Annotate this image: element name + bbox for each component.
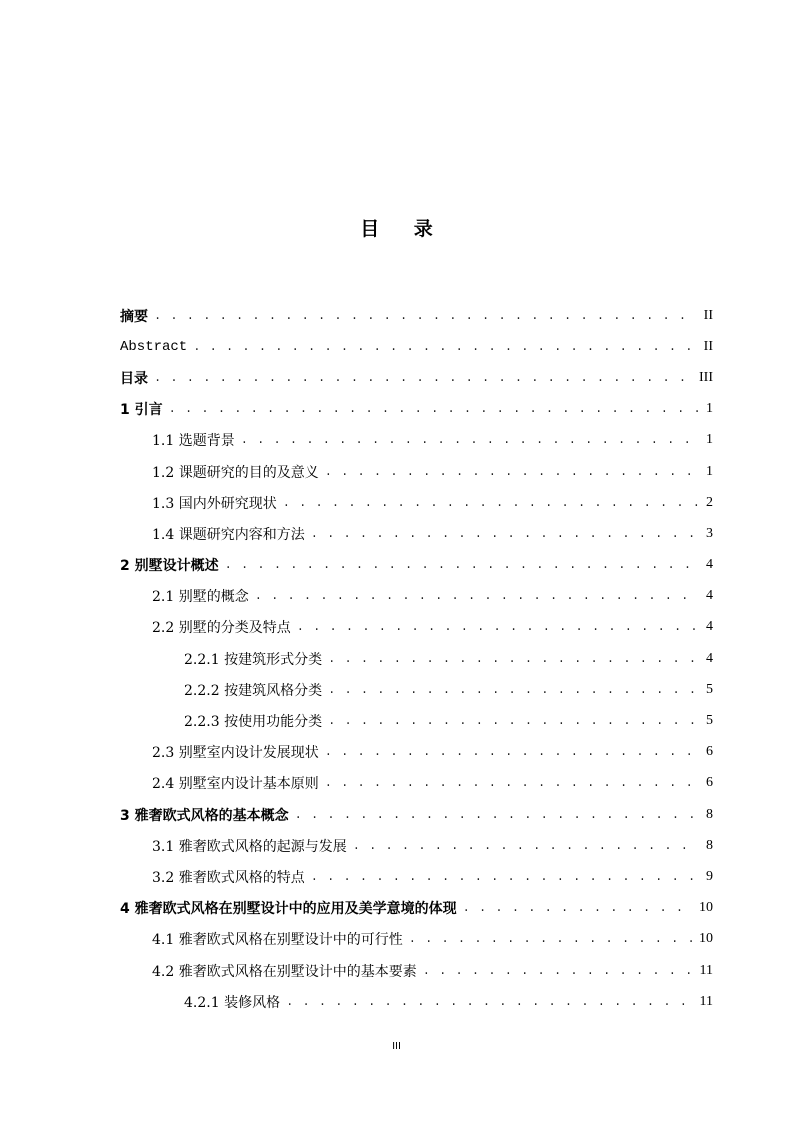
dot-leader (225, 558, 700, 572)
toc-entry-page-number: 8 (706, 837, 713, 853)
dot-leader (325, 776, 700, 790)
toc-entry[interactable] (120, 362, 713, 393)
toc-entry[interactable] (120, 612, 713, 643)
dot-leader (353, 839, 700, 853)
toc-entry-page-number: II (703, 307, 713, 323)
toc-entry[interactable] (120, 768, 713, 799)
dot-leader (154, 371, 693, 385)
toc-entry[interactable] (120, 893, 713, 924)
toc-entry-title: 4 雅奢欧式风格在别墅设计中的应用及美学意境的体现 (120, 901, 457, 918)
toc-entry-page-number: 5 (706, 713, 713, 729)
toc-entry[interactable] (120, 861, 713, 892)
toc-entry[interactable] (120, 830, 713, 861)
toc-entry-title: 1.4 课题研究内容和方法 (152, 526, 305, 543)
toc-entry-title: 3.1 雅奢欧式风格的起源与发展 (152, 838, 347, 855)
toc-entry-page-number: 10 (699, 900, 713, 916)
toc-entry[interactable] (120, 300, 713, 331)
toc-entry-title: 2.2.3 按使用功能分类 (184, 714, 323, 731)
toc-entry-page-number: 3 (706, 525, 713, 541)
dot-leader (241, 433, 700, 447)
toc-entry-page-number: 1 (706, 463, 713, 479)
toc-entry[interactable] (120, 456, 713, 487)
dot-leader (283, 496, 700, 510)
toc-entry-page-number: 2 (706, 494, 713, 510)
toc-entry[interactable] (120, 331, 713, 362)
toc-entry-page-number: 9 (706, 868, 713, 884)
dot-leader (286, 995, 693, 1009)
toc-entry-page-number: 10 (699, 931, 713, 947)
toc-entry-title: 3.2 雅奢欧式风格的特点 (152, 869, 305, 886)
dot-leader (328, 714, 700, 728)
toc-entry-title: 2 别墅设计概述 (120, 558, 219, 575)
toc-entry-page-number: 11 (699, 962, 713, 978)
toc-entry[interactable] (120, 955, 713, 986)
toc-entry-page-number: 4 (706, 588, 713, 604)
dot-leader (311, 527, 700, 541)
toc-entry[interactable] (120, 799, 713, 830)
toc-entry[interactable] (120, 425, 713, 456)
toc-entry-title: 3 雅奢欧式风格的基本概念 (120, 807, 289, 824)
dot-leader (169, 402, 700, 416)
toc-entry-page-number: 8 (706, 806, 713, 822)
toc-entry-title: 摘要 (120, 308, 148, 325)
toc-entry[interactable] (120, 487, 713, 518)
table-of-contents (120, 300, 713, 1017)
toc-entry-title: 1.2 课题研究的目的及意义 (152, 464, 319, 481)
toc-entry-title: 1.1 选题背景 (152, 433, 235, 450)
toc-entry-title: 1 引言 (120, 402, 163, 419)
toc-entry[interactable] (120, 581, 713, 612)
toc-entry-title: 2.4 别墅室内设计基本原则 (152, 776, 319, 793)
dot-leader (463, 901, 693, 915)
dot-leader (193, 340, 697, 354)
toc-entry-title: 1.3 国内外研究现状 (152, 495, 277, 512)
toc-entry-page-number: 1 (706, 401, 713, 417)
toc-entry[interactable] (120, 518, 713, 549)
toc-entry[interactable] (120, 924, 713, 955)
toc-entry[interactable] (120, 550, 713, 581)
toc-entry-page-number: 11 (699, 993, 713, 1009)
toc-entry-page-number: III (699, 369, 713, 385)
toc-entry-page-number: 4 (706, 650, 713, 666)
toc-entry[interactable] (120, 674, 713, 705)
toc-entry-page-number: 6 (706, 775, 713, 791)
page-title: 目 录 (360, 217, 447, 240)
toc-entry-title: 4.2.1 装修风格 (184, 994, 281, 1011)
dot-leader (255, 589, 700, 603)
dot-leader (325, 465, 700, 479)
dot-leader (297, 620, 700, 634)
toc-entry-page-number: 6 (706, 744, 713, 760)
dot-leader (328, 652, 700, 666)
dot-leader (328, 683, 700, 697)
toc-entry-page-number: 4 (706, 557, 713, 573)
toc-entry-title: 4.2 雅奢欧式风格在别墅设计中的基本要素 (152, 963, 417, 980)
toc-entry-page-number: 5 (706, 681, 713, 697)
dot-leader (423, 964, 694, 978)
toc-entry[interactable] (120, 643, 713, 674)
toc-entry-page-number: 4 (706, 619, 713, 635)
toc-entry-title: 2.2 别墅的分类及特点 (152, 620, 291, 637)
toc-entry-title: 2.2.1 按建筑形式分类 (184, 651, 323, 668)
page-number-footer: III (392, 1041, 401, 1052)
toc-entry[interactable] (120, 394, 713, 425)
toc-entry-title: 目录 (120, 370, 148, 387)
toc-entry[interactable] (120, 705, 713, 736)
toc-entry[interactable] (120, 737, 713, 768)
toc-entry-title: 2.1 别墅的概念 (152, 589, 249, 606)
toc-entry-page-number: II (703, 338, 713, 354)
dot-leader (311, 870, 700, 884)
dot-leader (295, 808, 700, 822)
toc-entry-title: 2.3 别墅室内设计发展现状 (152, 745, 319, 762)
dot-leader (154, 309, 698, 323)
dot-leader (325, 745, 700, 759)
toc-entry[interactable] (120, 986, 713, 1017)
toc-entry-title: 2.2.2 按建筑风格分类 (184, 682, 323, 699)
toc-entry-page-number: 1 (706, 432, 713, 448)
toc-entry-title: 4.1 雅奢欧式风格在别墅设计中的可行性 (152, 932, 403, 949)
toc-entry-title: Abstract (120, 338, 188, 355)
dot-leader (409, 932, 693, 946)
